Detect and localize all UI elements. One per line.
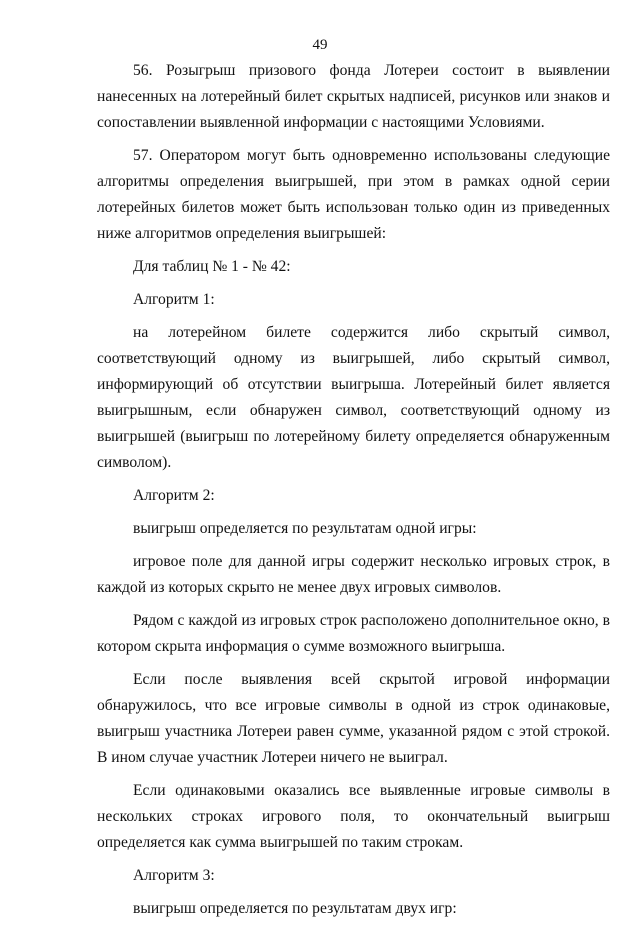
tables-heading: Для таблиц № 1 - № 42: xyxy=(133,258,291,275)
algorithm-2-heading: Алгоритм 2: xyxy=(133,487,215,504)
algorithm-1-heading: Алгоритм 1: xyxy=(133,291,215,308)
document-body xyxy=(97,58,610,929)
page-number: 49 xyxy=(312,37,328,53)
algorithm-3-intro: выигрыш определяется по результатам двух игр: xyxy=(133,900,457,917)
paragraph-57: 57. Оператором могут быть одновременно использованы следующие алгоритмы определения выигрышей, при этом в рамках одной серии лотерейных билетов может быть использован только один из приведенных ниже алгоритмов определения выигрышей: xyxy=(97,147,610,242)
algorithm-2-multi-row-rule: Если одинаковыми оказались все выявленные игровые символы в нескольких строках игрового поля, то окончательный выигрыш определяется как сумма выигрышей по таким строкам. xyxy=(97,782,610,851)
algorithm-2-win-rule: Если после выявления всей скрытой игровой информации обнаружилось, что все игровые символы в одной из строк одинаковые, выигрыш участника Лотереи равен сумме, указанной рядом с этой строкой. В ином случае участник Лотереи ничего не выиграл. xyxy=(97,671,610,766)
algorithm-2-extra-window: Рядом с каждой из игровых строк расположено дополнительное окно, в котором скрыта информация о сумме возможного выигрыша. xyxy=(97,612,610,655)
algorithm-1-description: на лотерейном билете содержится либо скрытый символ, соответствующий одному из выигрышей, либо скрытый символ, информирующий об отсутствии выигрыша. Лотерейный билет является выигрышным, если обнаружен символ, соответствующий одному из выигрышей (выигрыш по лотерейному билету определяется обнаруженным символом). xyxy=(97,324,610,471)
paragraph-56: 56. Розыгрыш призового фонда Лотереи состоит в выявлении нанесенных на лотерейный билет скрытых надписей, рисунков или знаков и сопоставлении выявленной информации с настоящими Условиями. xyxy=(97,62,610,131)
algorithm-2-intro: выигрыш определяется по результатам одной игры: xyxy=(133,520,477,537)
algorithm-2-game-field: игровое поле для данной игры содержит несколько игровых строк, в каждой из которых скрыто не менее двух игровых символов. xyxy=(97,553,610,596)
algorithm-3-heading: Алгоритм 3: xyxy=(133,867,215,884)
